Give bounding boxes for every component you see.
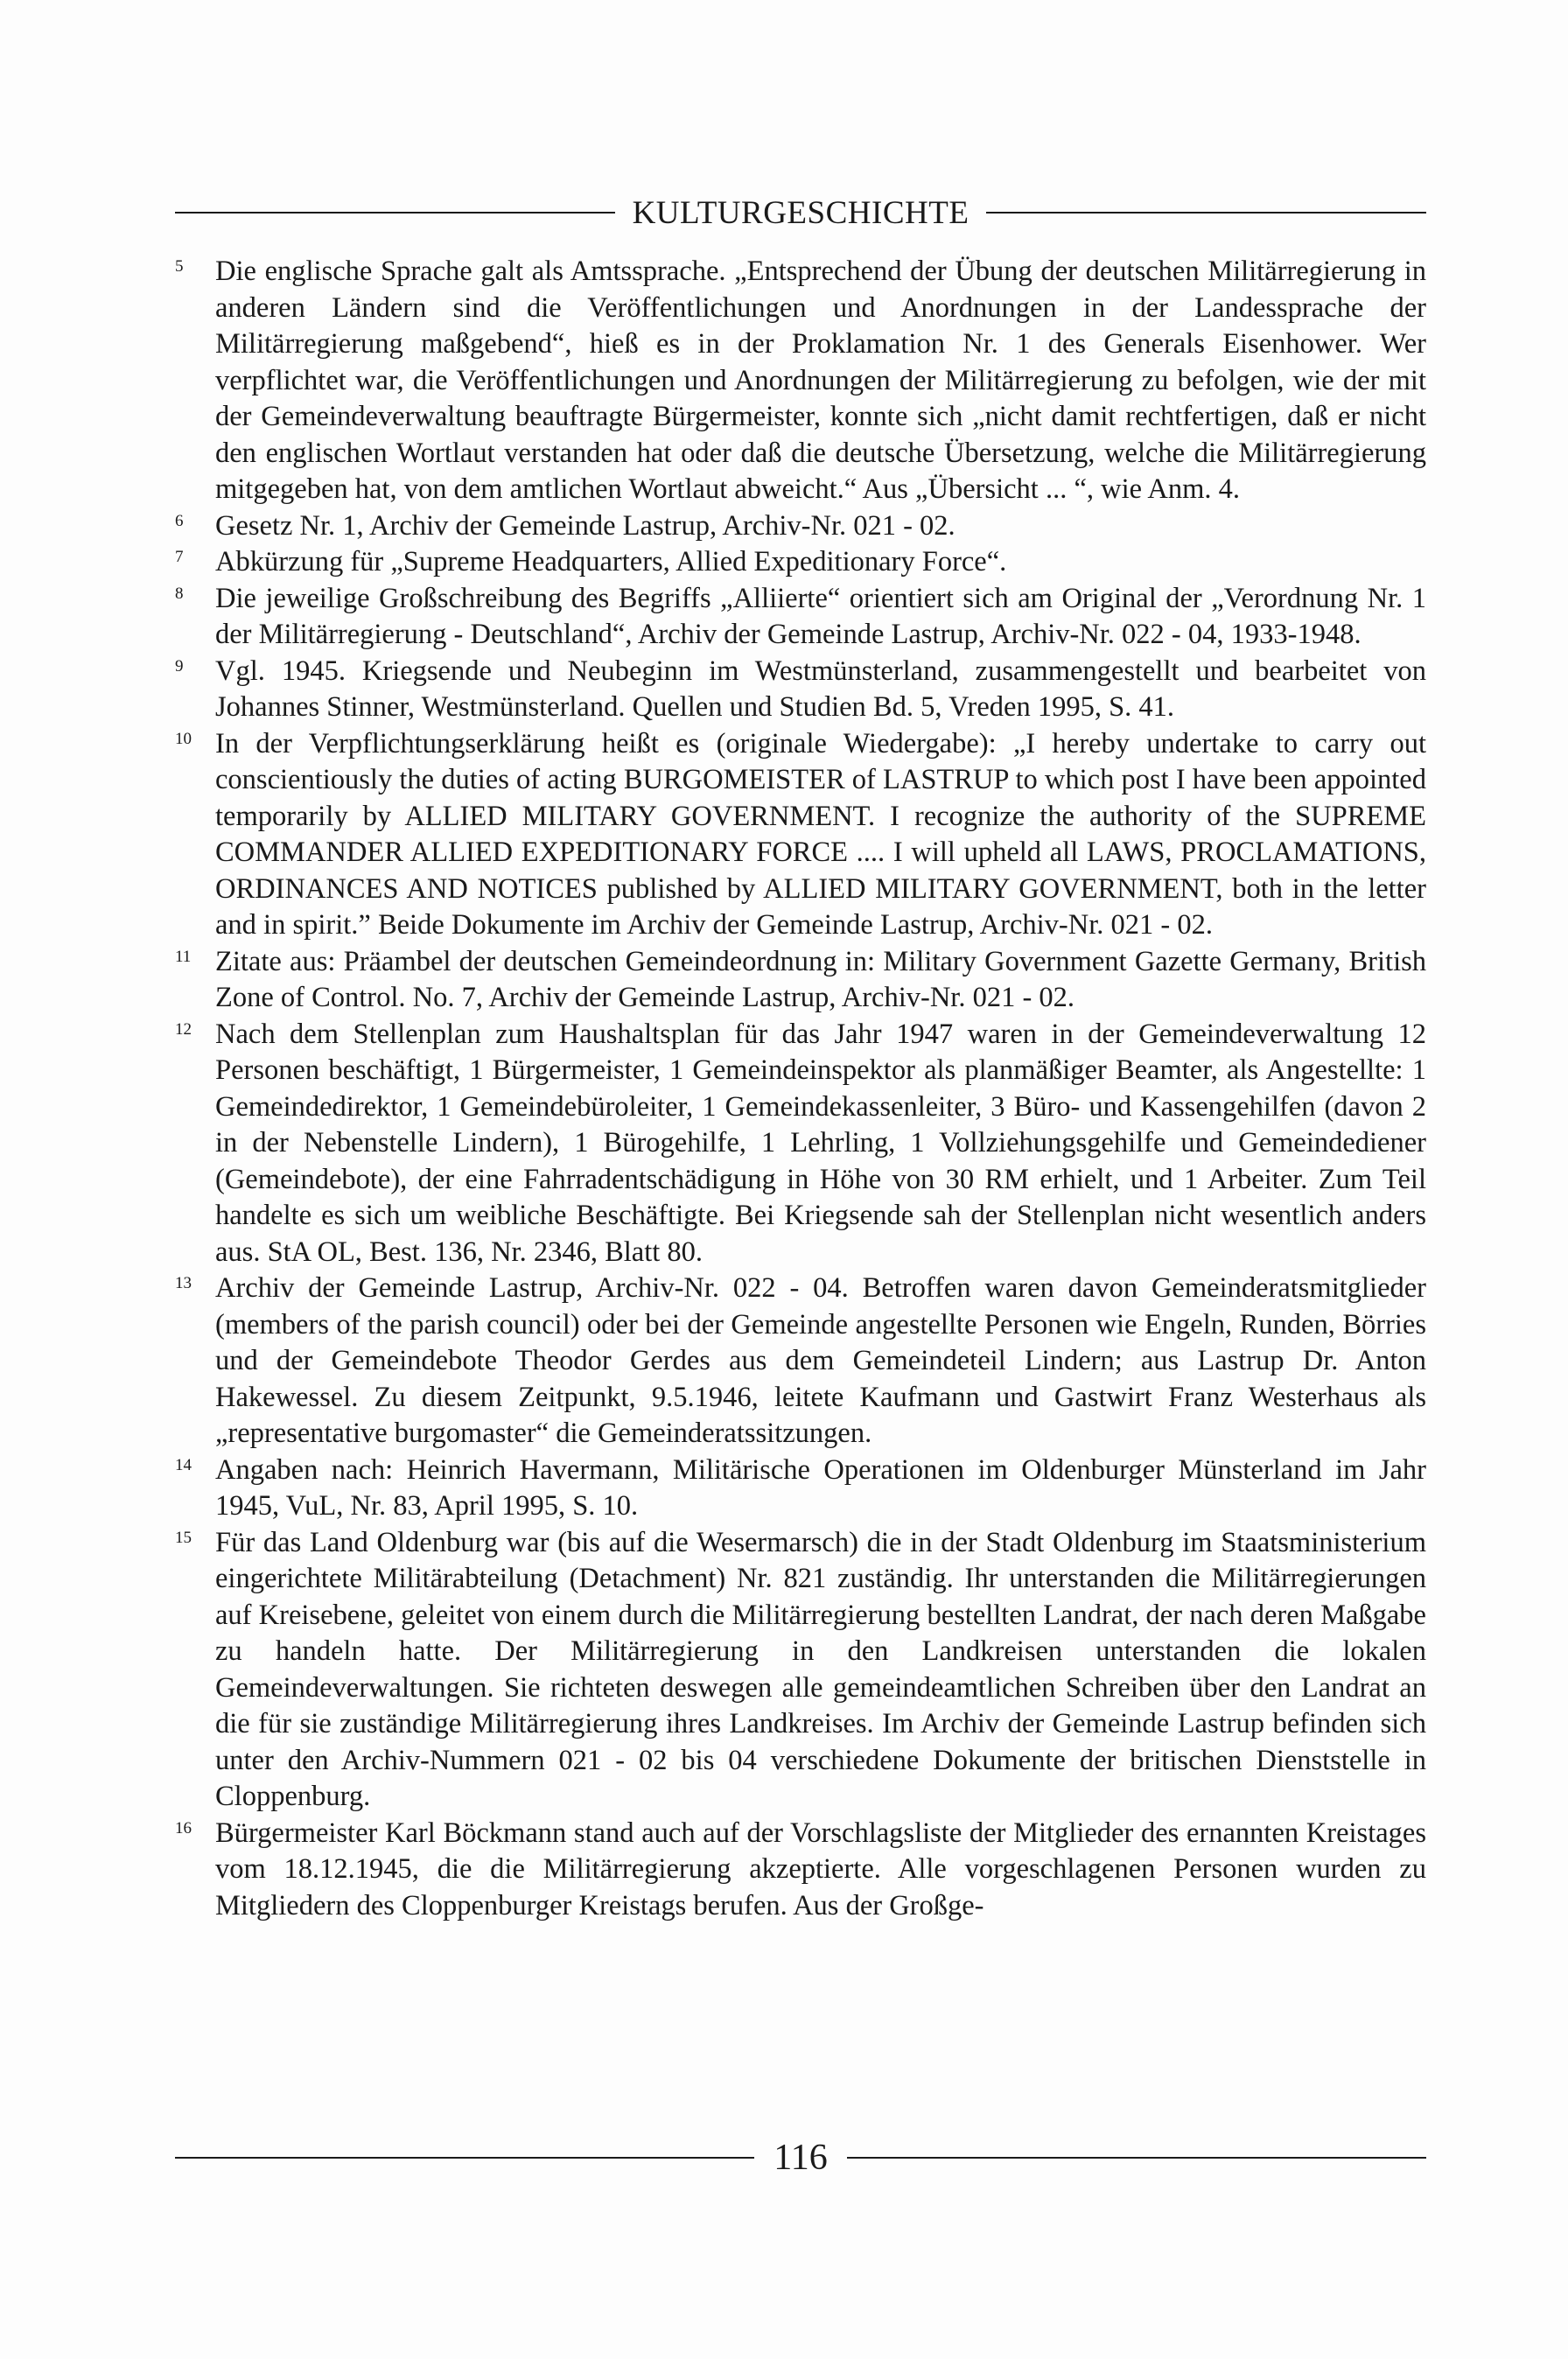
footnote	[175, 1816, 1426, 1925]
footnote-text: Abkürzung für „Supreme Headquarters, Allied Expeditionary Force“.	[215, 546, 1007, 578]
footnote	[175, 1017, 1426, 1271]
footnote-number: 9	[175, 656, 184, 676]
footer-rule-left	[175, 2157, 754, 2159]
page-footer	[175, 2132, 1426, 2184]
footnote-number: 8	[175, 584, 184, 603]
footnote-text: Bürgermeister Karl Böckmann stand auch auf der Vorschlagsliste der Mitglieder des ernannten Kreistages vom 18.12.1945, die die Militärregierung akzeptierte. Alle vorgeschlagenen Personen wurden zu Mitgliedern des Cloppenburger Kreistags berufen. Aus der Großge-	[215, 1816, 1426, 1922]
footnote	[175, 1452, 1426, 1525]
footnote	[175, 254, 1426, 508]
footnote	[175, 944, 1426, 1017]
footnote-text: Die jeweilige Großschreibung des Begriffs „Alliierte“ orientiert sich am Original der „Verordnung Nr. 1 der Militärregierung - Deutschland“, Archiv der Gemeinde Lastrup, Archiv-Nr. 022 - 04, 1933-1948.	[215, 582, 1426, 650]
footnote-text: Archiv der Gemeinde Lastrup, Archiv-Nr. 022 - 04. Betroffen waren davon Gemeinderatsmitglieder (members of the parish council) oder bei der Gemeinde angestellte Personen wie Engeln, Runden, Börries und der Gemeindebote Theodor Gerdes aus dem Gemeindeteil Lindern; aus Lastrup Dr. Anton Hakewessel. Zu diesem Zeitpunkt, 9.5.1946, leitete Kaufmann und Gastwirt Franz Westerhaus als „representative burgomaster“ die Gemeinderatssitzungen.	[215, 1272, 1426, 1449]
footnote-text: Vgl. 1945. Kriegsende und Neubeginn im Westmünsterland, zusammengestellt und bearbeitet von Johannes Stinner, Westmünsterland. Quellen und Studien Bd. 5, Vreden 1995, S. 41.	[215, 654, 1426, 723]
page-number: 116	[774, 2138, 828, 2178]
footnote-number: 12	[175, 1019, 192, 1039]
footnote-number: 16	[175, 1818, 192, 1838]
footnote-text: In der Verpflichtungserklärung heißt es (originale Wiedergabe): „I hereby undertake to carry out conscientiously the duties of acting BURGOMEISTER of LASTRUP to which post I have been appointed temporarily by ALLIED MILITARY GOVERNMENT. I recognize the authority of the SUPREME COMMANDER ALLIED EXPEDITIONARY FORCE .... I will upheld all LAWS, PROCLAMATIONS, ORDINANCES AND NOTICES published by ALLIED MILITARY GOVERNMENT, both in the letter and in spirit.” Beide Dokumente im Archiv der Gemeinde Lastrup, Archiv-Nr. 021 - 02.	[215, 727, 1426, 941]
footnote-number: 13	[175, 1274, 192, 1292]
footnote-text: Für das Land Oldenburg war (bis auf die Wesermarsch) die in der Stadt Oldenburg im Staatsministerium eingerichtete Militärabteilung (Detachment) Nr. 821 zuständig. Ihr unterstanden die Militärregierungen auf Kreisebene, geleitet von einem durch die Militärregierung bestellten Landrat, der nach deren Maßgabe zu handeln hatte. Der Militärregierung in den Landkreisen unterstanden die lokalen Gemeindeverwaltungen. Sie richteten deswegen alle gemeindeamtlichen Schreiben über den Landrat an die für sie zuständige Militärregierung ihres Landkreises. Im Archiv der Gemeinde Lastrup befinden sich unter den Archiv-Nummern 021 - 02 bis 04 verschiedene Dokumente der britischen Dienststelle in Cloppenburg.	[215, 1526, 1426, 1812]
footnote	[175, 508, 1426, 545]
footnote	[175, 1525, 1426, 1816]
footnote	[175, 581, 1426, 654]
footnote	[175, 654, 1426, 726]
footer-rule-right	[847, 2157, 1426, 2159]
footnote-text: Die englische Sprache galt als Amtssprache. „Entsprechend der Übung der deutschen Militärregierung in anderen Ländern sind die Veröffentlichungen und Anordnungen in der Landessprache der Militärregierung maßgebend“, hieß es in der Proklamation Nr. 1 des Generals Eisenhower. Wer verpflichtet war, die Veröffentlichungen und Anordnungen der Militärregierung zu befolgen, wie der mit der Gemeindeverwaltung beauftragte Bürgermeister, konnte sich „nicht damit rechtfertigen, daß er nicht den englischen Wortlaut verstanden hat oder daß die deutsche Übersetzung, welche die Militärregierung mitgegeben hat, von dem amtlichen Wortlaut abweicht.“ Aus „Übersicht ... “, wie Anm. 4.	[215, 256, 1426, 505]
header-rule-right	[986, 212, 1426, 214]
footnote	[175, 726, 1426, 944]
footnote-number: 14	[175, 1455, 192, 1474]
footnote-text: Angaben nach: Heinrich Havermann, Militärische Operationen im Oldenburger Münsterland im Jahr 1945, VuL, Nr. 83, April 1995, S. 10.	[215, 1453, 1426, 1522]
footnote-number: 11	[175, 947, 192, 966]
footnotes-list	[175, 254, 1426, 1924]
footnote-number: 6	[175, 511, 184, 530]
footnote-number: 10	[175, 729, 192, 748]
footnote-text: Zitate aus: Präambel der deutschen Gemeindeordnung in: Military Government Gazette Germany, British Zone of Control. No. 7, Archiv der Gemeinde Lastrup, Archiv-Nr. 021 - 02.	[215, 945, 1426, 1013]
header-rule-left	[175, 212, 615, 214]
footnote	[175, 1270, 1426, 1452]
footnote-number: 7	[175, 548, 184, 566]
footnote-text: Nach dem Stellenplan zum Haushaltsplan für das Jahr 1947 waren in der Gemeindeverwaltung 12 Personen beschäftigt, 1 Bürgermeister, 1 Gemeindeinspektor als planmäßiger Beamter, als Angestellte: 1 Gemeindedirektor, 1 Gemeindebüroleiter, 1 Gemeindekassenleiter, 3 Büro- und Kassengehilfen (davon 2 in der Nebenstelle Lindern), 1 Bürogehilfe, 1 Lehrling, 1 Vollziehungsgehilfe und Gemeindediener (Gemeindebote), der eine Fahrradentschädigung in Höhe von 30 RM erhielt, und 1 Arbeiter. Zum Teil handelte es sich um weibliche Beschäftigte. Bei Kriegsende sah der Stellenplan nicht wesentlich anders aus. StA OL, Best. 136, Nr. 2346, Blatt 80.	[215, 1018, 1426, 1268]
running-header	[175, 191, 1426, 234]
footnote-number: 5	[175, 257, 184, 276]
footnote	[175, 544, 1426, 581]
footnote-number: 15	[175, 1528, 192, 1547]
section-title: KULTURGESCHICHTE	[632, 194, 970, 231]
footnote-text: Gesetz Nr. 1, Archiv der Gemeinde Lastrup, Archiv-Nr. 021 - 02.	[215, 509, 956, 542]
